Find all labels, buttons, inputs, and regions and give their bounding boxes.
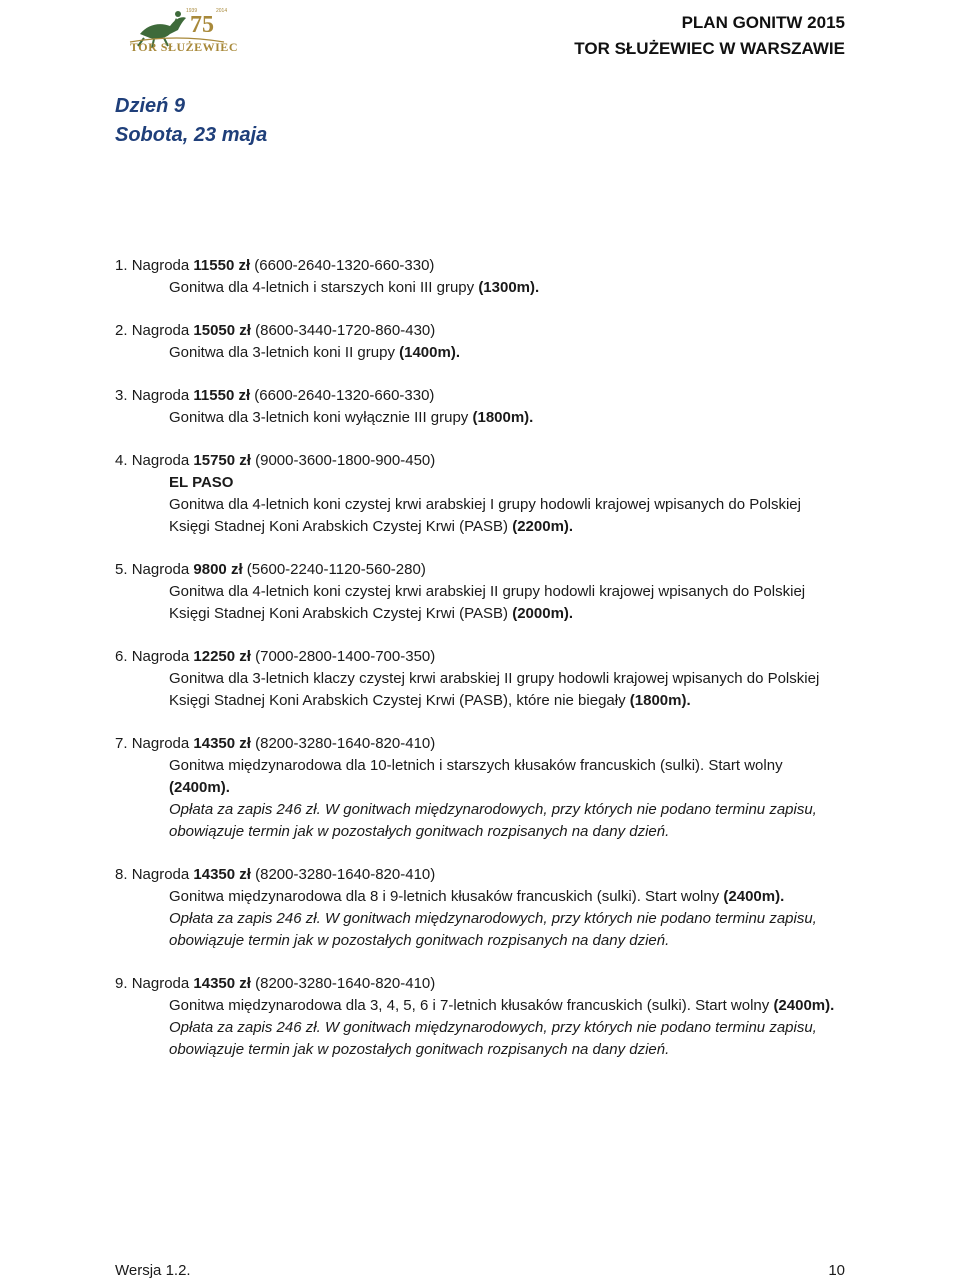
race-description: Gonitwa dla 4-letnich koni czystej krwi arabskiej II grupy hodowli krajowej wpisanych do Polskiej Księgi Stadnej Koni Arabskich Czystej Krwi (PASB) <box>169 583 806 622</box>
race-prize-label: Nagroda <box>131 735 190 752</box>
race-prize-label: Nagroda <box>131 866 190 883</box>
race-distance: (1300m). <box>478 279 540 296</box>
svg-text:75: 75 <box>190 12 214 38</box>
race-prize-amount: 14350 zł <box>193 866 251 883</box>
race-prize-amount: 14350 zł <box>193 735 251 752</box>
race-details <box>115 886 845 952</box>
race-description-line <box>169 668 845 712</box>
race-number: 4. <box>115 452 128 469</box>
race-header <box>115 646 845 668</box>
race-details <box>115 342 845 364</box>
race-item <box>115 385 845 429</box>
race-number: 3. <box>115 387 128 404</box>
race-description: Gonitwa międzynarodowa dla 3, 4, 5, 6 i 7-letnich kłusaków francuskich (sulki). Start wolny <box>169 997 770 1014</box>
race-list <box>115 255 845 1082</box>
logo-wordmark: TOR SŁUŻEWIEC <box>130 40 238 54</box>
race-description: Gonitwa dla 3-letnich koni II grupy <box>169 344 395 361</box>
race-prize-amount: 11550 zł <box>193 387 251 404</box>
race-entry-fee: Opłata za zapis 246 zł. <box>169 801 321 818</box>
race-number: 7. <box>115 735 128 752</box>
race-description: Gonitwa dla 4-letnich koni czystej krwi arabskiej I grupy hodowli krajowej wpisanych do Polskiej Księgi Stadnej Koni Arabskich Czystej Krwi (PASB) <box>169 496 801 535</box>
svg-text:2014: 2014 <box>216 8 228 14</box>
race-prize-split: (7000-2800-1400-700-350) <box>255 648 436 665</box>
race-header <box>115 385 845 407</box>
race-item <box>115 450 845 538</box>
race-name: EL PASO <box>169 474 234 491</box>
race-distance: (1800m). <box>629 692 691 709</box>
race-description: Gonitwa międzynarodowa dla 8 i 9-letnich kłusaków francuskich (sulki). Start wolny <box>169 888 720 905</box>
race-distance: (2000m). <box>512 605 574 622</box>
race-prize-amount: 15750 zł <box>193 452 251 469</box>
race-prize-label: Nagroda <box>131 257 190 274</box>
race-prize-label: Nagroda <box>131 975 190 992</box>
svg-text:1939: 1939 <box>186 8 198 14</box>
race-prize-split: (6600-2640-1320-660-330) <box>254 387 435 404</box>
race-number: 2. <box>115 322 128 339</box>
race-prize-amount: 15050 zł <box>193 322 251 339</box>
race-entry-fee: Opłata za zapis 246 zł. <box>169 1019 321 1036</box>
race-prize-split: (8600-3440-1720-860-430) <box>255 322 436 339</box>
race-details <box>115 581 845 625</box>
race-item <box>115 559 845 625</box>
race-distance: (1400m). <box>399 344 460 361</box>
race-description-line <box>169 342 845 364</box>
race-prize-amount: 11550 zł <box>193 257 251 274</box>
race-distance: (2200m). <box>512 518 574 535</box>
race-prize-amount: 14350 zł <box>193 975 251 992</box>
race-prize-label: Nagroda <box>131 387 190 404</box>
race-header <box>115 255 845 277</box>
race-prize-amount: 12250 zł <box>193 648 251 665</box>
race-description-line <box>169 755 845 799</box>
race-entry-fee: Opłata za zapis 246 zł. <box>169 910 321 927</box>
race-prize-split: (5600-2240-1120-560-280) <box>246 561 426 578</box>
race-item <box>115 733 845 843</box>
race-number: 5. <box>115 561 128 578</box>
race-prize-split: (9000-3600-1800-900-450) <box>255 452 436 469</box>
race-distance: (1800m). <box>472 409 534 426</box>
race-item <box>115 973 845 1061</box>
race-prize-amount: 9800 zł <box>193 561 243 578</box>
race-prize-split: (6600-2640-1320-660-330) <box>254 257 435 274</box>
race-entry-note: W gonitwach międzynarodowych, przy których nie podano terminu zapisu, obowiązuje termin jak w pozostałych gonitwach rozpisanych na dany dzień. <box>169 1019 817 1058</box>
race-item <box>115 255 845 299</box>
race-number: 8. <box>115 866 128 883</box>
race-details <box>115 472 845 538</box>
race-entry-note: W gonitwach międzynarodowych, przy których nie podano terminu zapisu, obowiązuje termin jak w pozostałych gonitwach rozpisanych na dany dzień. <box>169 801 817 840</box>
race-description-line <box>169 995 845 1017</box>
race-number: 9. <box>115 975 128 992</box>
race-details <box>115 277 845 299</box>
race-fee-line <box>169 1017 845 1061</box>
race-description: Gonitwa dla 4-letnich i starszych koni III grupy <box>169 279 475 296</box>
day-number: Dzień 9 <box>115 95 186 117</box>
race-description-line <box>169 581 845 625</box>
race-header <box>115 559 845 581</box>
race-prize-label: Nagroda <box>131 452 190 469</box>
day-heading <box>115 92 267 150</box>
race-distance: (2400m). <box>773 997 835 1014</box>
header-title: PLAN GONITW 2015 <box>681 13 845 32</box>
race-header <box>115 450 845 472</box>
race-item <box>115 320 845 364</box>
race-description-line <box>169 277 845 299</box>
race-description: Gonitwa międzynarodowa dla 10-letnich i starszych kłusaków francuskich (sulki). Start wolny <box>169 757 783 774</box>
version-label: Wersja 1.2. <box>115 1262 191 1279</box>
race-distance: (2400m). <box>723 888 785 905</box>
page-number: 10 <box>828 1262 845 1279</box>
header-subtitle: TOR SŁUŻEWIEC W WARSZAWIE <box>574 39 845 58</box>
race-details <box>115 755 845 843</box>
race-prize-split: (8200-3280-1640-820-410) <box>255 866 436 883</box>
document-header <box>574 10 845 62</box>
race-description-line <box>169 407 845 429</box>
race-description-line <box>169 886 845 908</box>
race-prize-label: Nagroda <box>131 322 190 339</box>
race-item <box>115 646 845 712</box>
race-fee-line <box>169 799 845 843</box>
day-date: Sobota, 23 maja <box>115 124 268 146</box>
race-details <box>115 668 845 712</box>
race-prize-label: Nagroda <box>131 648 190 665</box>
race-entry-note: W gonitwach międzynarodowych, przy których nie podano terminu zapisu, obowiązuje termin jak w pozostałych gonitwach rozpisanych na dany dzień. <box>169 910 817 949</box>
race-header <box>115 864 845 886</box>
race-number: 1. <box>115 257 128 274</box>
race-item <box>115 864 845 952</box>
race-prize-label: Nagroda <box>131 561 190 578</box>
race-description-line <box>169 494 845 538</box>
race-prize-split: (8200-3280-1640-820-410) <box>255 735 436 752</box>
race-prize-split: (8200-3280-1640-820-410) <box>255 975 436 992</box>
race-header <box>115 973 845 995</box>
race-description: Gonitwa dla 3-letnich klaczy czystej krwi arabskiej II grupy hodowli krajowej wpisanych do Polskiej Księgi Stadnej Koni Arabskich Czystej Krwi (PASB), które nie biegały <box>169 670 820 709</box>
race-header <box>115 733 845 755</box>
race-header <box>115 320 845 342</box>
race-number: 6. <box>115 648 128 665</box>
race-details <box>115 995 845 1061</box>
race-fee-line <box>169 908 845 952</box>
race-details <box>115 407 845 429</box>
race-distance: (2400m). <box>169 779 230 796</box>
race-description: Gonitwa dla 3-letnich koni wyłącznie III grupy <box>169 409 469 426</box>
